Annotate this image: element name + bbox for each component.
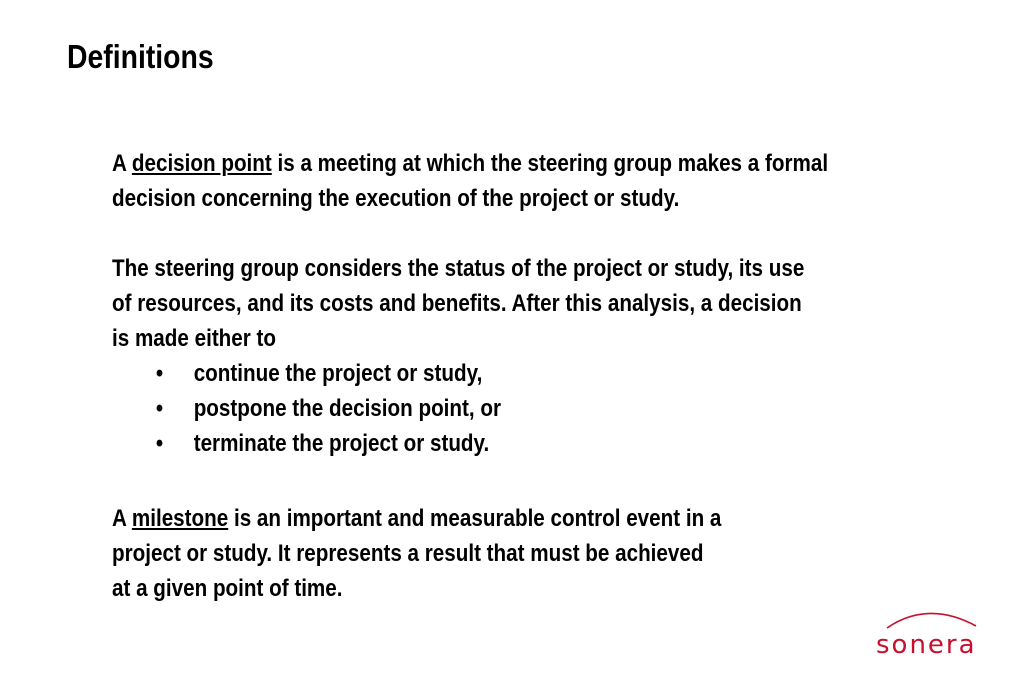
milestone-prefix: A	[112, 505, 132, 532]
list-item-text: continue the project or study,	[193, 360, 483, 387]
steering-line-3: is made either to	[112, 325, 277, 352]
paragraph-gap	[112, 216, 972, 251]
list-item	[112, 391, 972, 426]
bullet-icon: •	[155, 395, 164, 422]
decision-point-prefix: A	[112, 150, 132, 177]
list-item-text: postpone the decision point, or	[193, 395, 502, 422]
list-item-text: terminate the project or study.	[193, 430, 490, 457]
steering-line-2: of resources, and its costs and benefits. After this analysis, a decision	[112, 290, 802, 317]
paragraph-gap	[112, 461, 972, 501]
decision-point-term: decision point	[131, 150, 272, 177]
list-item	[112, 356, 972, 391]
milestone-line-1-rest: is an important and measurable control event in a	[228, 505, 722, 532]
steering-line-1: The steering group considers the status of the project or study, its use	[112, 255, 805, 282]
logo-wordmark: sonera	[876, 630, 977, 660]
decision-point-line-1-rest: is a meeting at which the steering group makes a formal	[271, 150, 829, 177]
list-item	[112, 426, 972, 461]
sonera-logo	[870, 606, 990, 662]
milestone-line-1	[112, 501, 972, 536]
milestone-line-3: at a given point of time.	[112, 575, 343, 602]
slide-body	[112, 146, 972, 606]
bullet-icon: •	[155, 360, 164, 387]
bullet-icon: •	[155, 430, 164, 457]
decision-point-line-1	[112, 146, 972, 181]
milestone-term: milestone	[131, 505, 229, 532]
sonera-arc-logo-icon	[870, 606, 990, 662]
milestone-line-2: project or study. It represents a result that must be achieved	[112, 540, 704, 567]
logo-arc-icon	[887, 613, 976, 628]
slide-title: Definitions	[67, 38, 214, 75]
decision-point-line-2: decision concerning the execution of the project or study.	[112, 185, 680, 212]
